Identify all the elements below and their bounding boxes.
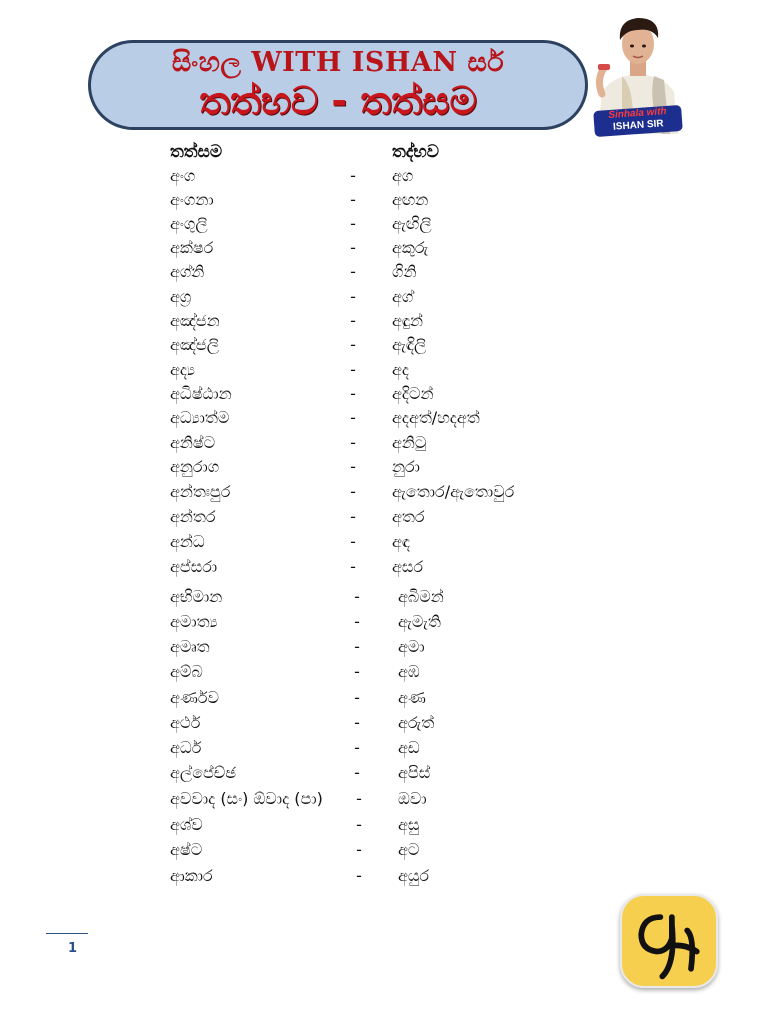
separator-dash: - xyxy=(350,238,356,257)
separator-dash: - xyxy=(354,713,360,732)
tadbhava-word: අබිමන් xyxy=(398,587,444,606)
tatsama-word: අශ්ව xyxy=(170,815,203,834)
word-row xyxy=(0,866,768,890)
separator-dash: - xyxy=(350,214,356,233)
tadbhava-word: ඔවා xyxy=(398,789,427,808)
word-row xyxy=(0,763,768,787)
word-row xyxy=(0,688,768,712)
separator-dash: - xyxy=(354,738,360,757)
separator-dash: - xyxy=(354,587,360,606)
separator-dash: - xyxy=(350,262,356,281)
word-row xyxy=(0,384,768,408)
tadbhava-word: නුරා xyxy=(392,457,420,476)
tatsama-word: අන්තඃපුර xyxy=(170,482,231,501)
tadbhava-word: අමා xyxy=(398,637,425,656)
tatsama-word: අඤ්ජලි xyxy=(170,335,219,354)
footer-divider xyxy=(46,933,88,934)
word-row xyxy=(0,482,768,506)
word-row xyxy=(0,713,768,737)
separator-dash: - xyxy=(350,360,356,379)
tatsama-word: අඤ්ජන xyxy=(170,311,220,330)
tadbhava-word: අකුරු xyxy=(392,238,429,257)
word-row xyxy=(0,557,768,581)
word-row xyxy=(0,587,768,611)
column-header-tadbhava: තද්භව xyxy=(392,142,439,162)
tatsama-word: අවවාද (සං) ඕවාද (පා) xyxy=(170,789,323,808)
word-row xyxy=(0,815,768,839)
word-row xyxy=(0,262,768,286)
tatsama-word: අන්තර xyxy=(170,507,216,526)
letter-a-logo-icon xyxy=(620,894,718,988)
banner-subtitle: තත්භව - තත්සම xyxy=(199,79,477,123)
tatsama-word: අප්සරා xyxy=(170,557,218,576)
separator-dash: - xyxy=(350,335,356,354)
tatsama-word: අංගනා xyxy=(170,190,214,209)
separator-dash: - xyxy=(350,311,356,330)
word-row xyxy=(0,433,768,457)
separator-dash: - xyxy=(350,384,356,403)
word-row xyxy=(0,789,768,813)
word-row xyxy=(0,335,768,359)
separator-dash: - xyxy=(350,408,356,427)
badge-line2: ISHAN SIR xyxy=(612,118,664,133)
word-row xyxy=(0,311,768,335)
tatsama-word: ආකාර xyxy=(170,866,213,885)
word-row xyxy=(0,840,768,864)
tadbhava-word: ඇඟිලි xyxy=(392,214,432,233)
tatsama-word: අක්ෂර xyxy=(170,238,214,257)
title-banner xyxy=(88,40,588,130)
column-header-tatsama: තත්සම xyxy=(170,142,223,162)
tatsama-word: අධ්‍යාත්ම xyxy=(170,408,230,427)
tadbhava-word: අතර xyxy=(392,507,425,526)
separator-dash: - xyxy=(350,190,356,209)
tatsama-word: අන්ධ xyxy=(170,532,205,551)
word-row xyxy=(0,166,768,190)
tadbhava-word: ඇමැති xyxy=(398,612,441,631)
word-row xyxy=(0,637,768,661)
separator-dash: - xyxy=(350,166,356,185)
badge-line1: Sinhala with xyxy=(607,105,667,122)
separator-dash: - xyxy=(350,532,356,551)
tatsama-word: අංගුලි xyxy=(170,214,208,233)
tatsama-word: අංග xyxy=(170,166,196,185)
word-row xyxy=(0,408,768,432)
tadbhava-word: අග xyxy=(392,166,414,185)
tadbhava-word: ඇඳිලි xyxy=(392,335,427,354)
tadbhava-word: අද xyxy=(392,360,409,379)
tadbhava-word: අට xyxy=(398,840,420,859)
word-row xyxy=(0,360,768,384)
separator-dash: - xyxy=(350,557,356,576)
separator-dash: - xyxy=(350,287,356,306)
separator-dash: - xyxy=(356,789,362,808)
tatsama-word: අර්ධ xyxy=(170,738,202,757)
page-number: 1 xyxy=(68,941,78,956)
tatsama-word: අද්‍ය xyxy=(170,360,195,379)
word-row xyxy=(0,457,768,481)
tatsama-word: අභිමාන xyxy=(170,587,223,606)
word-row xyxy=(0,532,768,556)
tadbhava-word: අපිස් xyxy=(398,763,431,782)
tadbhava-word: අඹ xyxy=(398,662,420,681)
tadbhava-word: අඟන xyxy=(392,190,429,209)
word-row xyxy=(0,190,768,214)
word-row xyxy=(0,612,768,636)
separator-dash: - xyxy=(356,840,362,859)
separator-dash: - xyxy=(350,482,356,501)
tadbhava-word: අඳුන් xyxy=(392,311,424,330)
tatsama-word: අල්පේච්ඡ xyxy=(170,763,237,782)
tatsama-word: අර්ණව xyxy=(170,688,219,707)
tadbhava-word: අසර xyxy=(392,557,424,576)
tatsama-word: අම්බ xyxy=(170,662,203,681)
tadbhava-word: අදිටන් xyxy=(392,384,434,403)
tatsama-word: අනුරාග xyxy=(170,457,220,476)
separator-dash: - xyxy=(354,763,360,782)
word-row xyxy=(0,214,768,238)
separator-dash: - xyxy=(354,637,360,656)
tadbhava-word: අනිටු xyxy=(392,433,427,452)
separator-dash: - xyxy=(354,612,360,631)
word-row xyxy=(0,238,768,262)
separator-dash: - xyxy=(350,507,356,526)
separator-dash: - xyxy=(356,866,362,885)
separator-dash: - xyxy=(354,662,360,681)
tadbhava-word: ඇතොර/ඇතොවුර xyxy=(392,482,515,501)
separator-dash: - xyxy=(356,815,362,834)
separator-dash: - xyxy=(350,433,356,452)
tatsama-word: අෂ්ට xyxy=(170,840,203,859)
separator-dash: - xyxy=(354,688,360,707)
word-row xyxy=(0,662,768,686)
tadbhava-word: අග් xyxy=(392,287,414,306)
tadbhava-word: අයුර xyxy=(398,866,430,885)
word-row xyxy=(0,507,768,531)
word-row xyxy=(0,738,768,762)
tadbhava-word: අදඅත්/හදඅත් xyxy=(392,408,480,427)
tatsama-word: අග්‍ර xyxy=(170,287,192,306)
tadbhava-word: අඩ xyxy=(398,738,420,757)
banner-title: සිංහල WITH ISHAN සර් xyxy=(171,47,505,78)
tatsama-word: අමාත්‍ය xyxy=(170,612,218,631)
tadbhava-word: අසු xyxy=(398,815,420,834)
tadbhava-word: අඳ xyxy=(392,532,411,551)
tatsama-word: අග්නි xyxy=(170,262,205,281)
tatsama-word: අධිෂ්ඨාන xyxy=(170,384,232,403)
separator-dash: - xyxy=(350,457,356,476)
tadbhava-word: ගිනි xyxy=(392,262,417,281)
tadbhava-word: අරුත් xyxy=(398,713,435,732)
tadbhava-word: අණ xyxy=(398,688,426,707)
tatsama-word: අර්ථ xyxy=(170,713,201,732)
tatsama-word: අමෘත xyxy=(170,637,210,656)
word-row xyxy=(0,287,768,311)
tatsama-word: අනිෂ්ට xyxy=(170,433,216,452)
